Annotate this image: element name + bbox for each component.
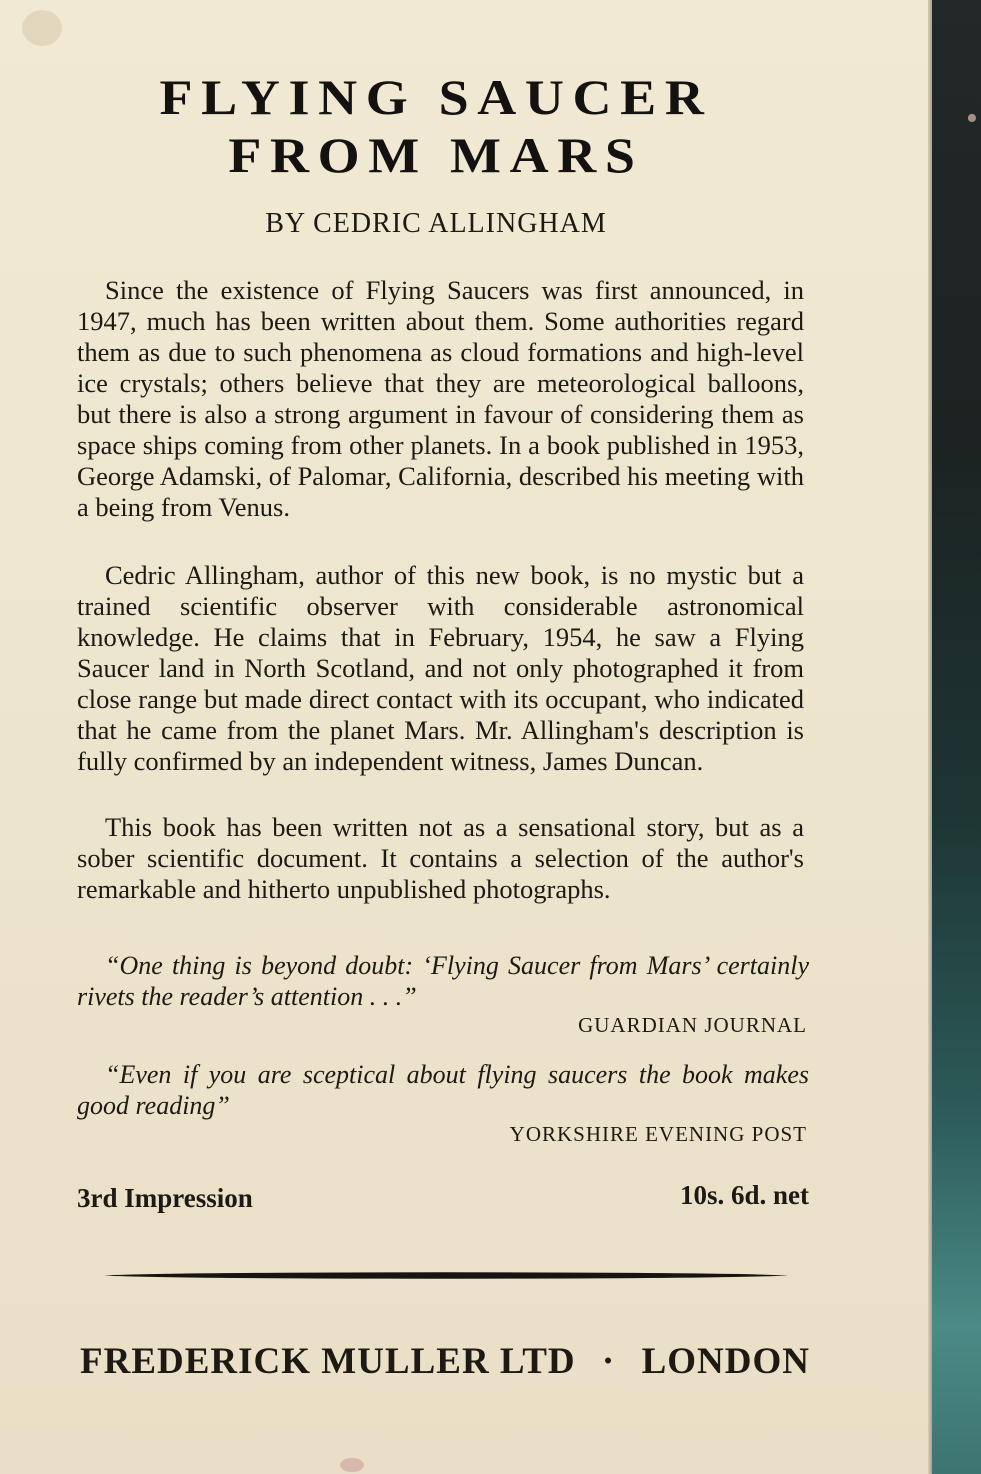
book-title-line-2: FROM MARS (228, 127, 644, 183)
impression-label: 3rd Impression (77, 1183, 253, 1213)
blurb-paragraph-1: Since the existence of Flying Saucers was first announced, in 1947, much has been written about them. Some authorities regard them as due to such phenomena as cloud formations and high-level ice crystals; others believe that they are meteorological balloons, but there is also a strong argument in favour of considering them as space ships coming from other planets. In a book published in 1953, George Adamski, of Palomar, California, described his meeting with a being from Venus. (77, 275, 804, 522)
review-quote-2: “Even if you are sceptical about flying saucers the book makes good reading” (77, 1060, 809, 1120)
paper-stain (22, 10, 62, 46)
blurb-paragraph-3: This book has been written not as a sensational story, but as a sober scientific document. It contains a selection of the author's remarkable and hitherto unpublished photographs. (77, 812, 804, 904)
publisher-city: LONDON (641, 1341, 810, 1382)
jacket-spine (932, 0, 981, 1474)
review-source-1: GUARDIAN JOURNAL (578, 1013, 807, 1037)
author-byline: BY CEDRIC ALLINGHAM (265, 208, 607, 239)
review-quote-1: “One thing is beyond doubt: ‘Flying Saucer from Mars’ certainly rivets the reader’s attention . . .” (77, 951, 809, 1011)
publisher-imprint (80, 1340, 810, 1383)
spine-letter-fragment-icon: • (966, 100, 978, 137)
price-label: 10s. 6d. net (679, 1180, 809, 1210)
decorative-rule (104, 1272, 788, 1279)
publisher-separator: · (601, 1341, 616, 1382)
paper-stain (340, 1458, 364, 1472)
review-source-2: YORKSHIRE EVENING POST (509, 1122, 807, 1146)
book-title-line-1: FLYING SAUCER (159, 69, 713, 125)
blurb-paragraph-2: Cedric Allingham, author of this new book, is no mystic but a trained scientific observer with considerable astronomical knowledge. He claims that in February, 1954, he saw a Flying Saucer land in North Scotland, and not only photographed it from close range but made direct contact with its occupant, who indicated that he came from the planet Mars. Mr. Allingham's description is fully confirmed by an independent witness, James Duncan. (77, 560, 804, 776)
publisher-name: FREDERICK MULLER LTD (80, 1341, 576, 1382)
